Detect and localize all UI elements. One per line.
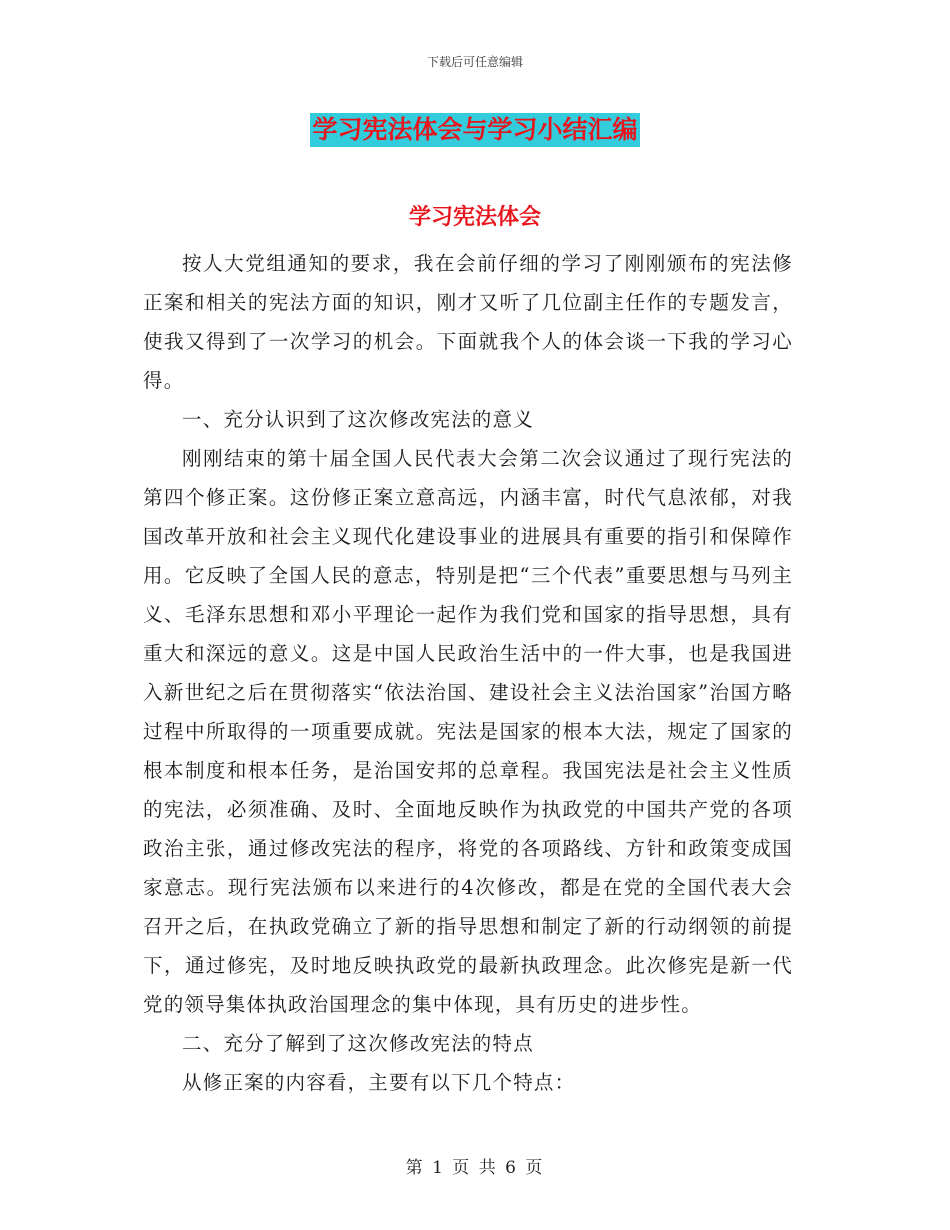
paragraph-significance: 刚刚结束的第十届全国人民代表大会第二次会议通过了现行宪法的第四个修正案。这份修正案立意高远，内涵丰富，时代气息浓郁，对我国改革开放和社会主义现代化建设事业的进展具有重要的指引和保障作用。它反映了全国人民的意志，特别是把“三个代表”重要思想与马列主义、毛泽东思想和邓小平理论一起作为我们党和国家的指导思想，具有重大和深远的意义。这是中国人民政治生活中的一件大事，也是我国进入新世纪之后在贯彻落实“依法治国、建设社会主义法治国家”治国方略过程中所取得的一项重要成就。宪法是国家的根本大法，规定了国家的根本制度和根本任务，是治国安邦的总章程。我国宪法是社会主义性质的宪法，必须准确、及时、全面地反映作为执政党的中国共产党的各项政治主张，通过修改宪法的程序，将党的各项路线、方针和政策变成国家意志。现行宪法颁布以来进行的4次修改，都是在党的全国代表大会召开之后，在执政党确立了新的指导思想和制定了新的行动纲领的前提下，通过修宪，及时地反映执政党的最新执政理念。此次修宪是新一代党的领导集体执政治国理念的集中体现，具有历史的进步性。 [143,447,793,1016]
page-footer: 第 1 页 共 6 页 [405,1158,545,1178]
main-title-container [0,113,950,147]
header-note: 下载后可任意编辑 [426,55,523,69]
section-heading-2: 二、充分了解到了这次修改宪法的特点 [182,1032,534,1055]
document-body [143,244,793,1102]
paragraph-features-intro: 从修正案的内容看，主要有以下几个特点： [182,1071,576,1094]
main-title: 学习宪法体会与学习小结汇编 [310,113,639,147]
sub-title: 学习宪法体会 [408,204,541,230]
section-heading-1: 一、充分认识到了这次修改宪法的意义 [182,408,534,431]
paragraph-intro: 按人大党组通知的要求，我在会前仔细的学习了刚刚颁布的宪法修正案和相关的宪法方面的知识，刚才又听了几位副主任作的专题发言，使我又得到了一次学习的机会。下面就我个人的体会谈一下我的学习心得。 [143,252,793,392]
